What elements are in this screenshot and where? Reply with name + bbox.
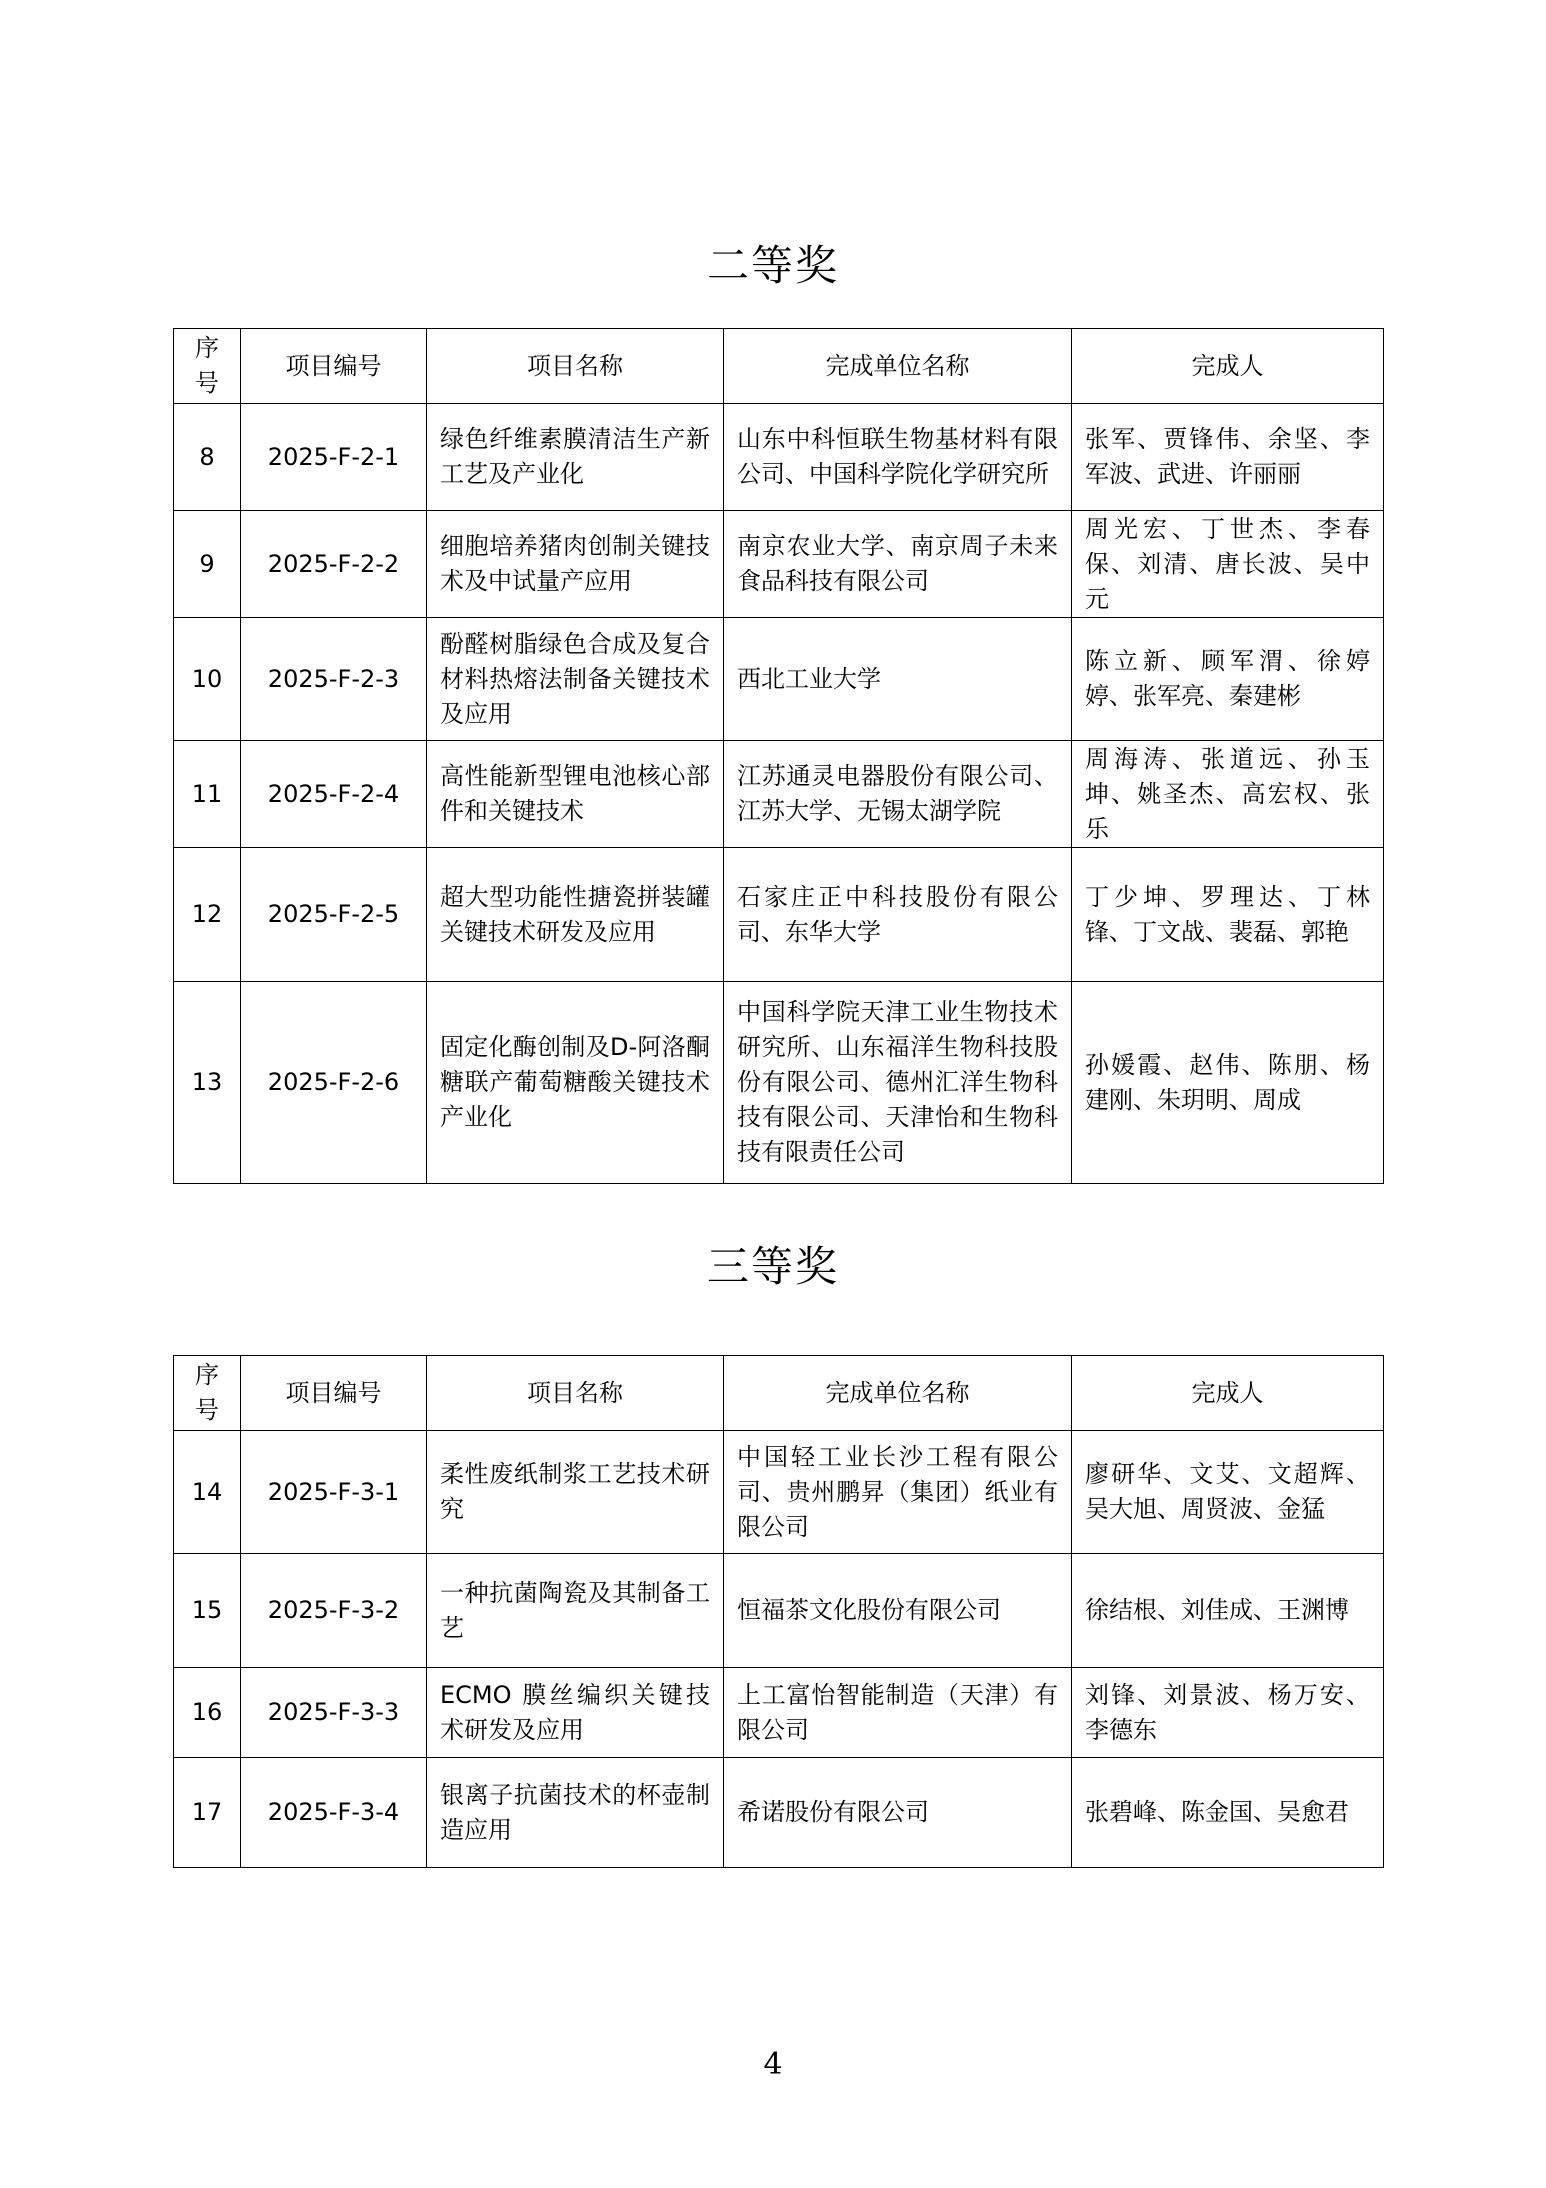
table-header-row — [174, 329, 1384, 404]
people-cell: 廖研华、文艾、文超辉、吴大旭、周贤波、金猛 — [1072, 1431, 1384, 1554]
header-project-name: 项目名称 — [427, 1356, 724, 1431]
code-cell: 2025-F-2-4 — [241, 741, 427, 848]
table-row — [174, 1758, 1384, 1868]
unit-cell: 中国科学院天津工业生物技术研究所、山东福洋生物科技股份有限公司、德州汇洋生物科技有限公司、天津怡和生物科技有限责任公司 — [724, 982, 1072, 1184]
project-name-cell: 细胞培养猪肉创制关键技术及中试量产应用 — [427, 511, 724, 618]
people-cell: 周光宏、丁世杰、李春保、刘清、唐长波、吴中元 — [1072, 511, 1384, 618]
code-cell: 2025-F-2-1 — [241, 404, 427, 511]
unit-cell: 恒福茶文化股份有限公司 — [724, 1554, 1072, 1668]
seq-cell: 16 — [174, 1668, 241, 1758]
code-cell: 2025-F-3-2 — [241, 1554, 427, 1668]
people-cell: 张军、贾锋伟、余坚、李军波、武进、许丽丽 — [1072, 404, 1384, 511]
seq-cell: 17 — [174, 1758, 241, 1868]
code-cell: 2025-F-2-2 — [241, 511, 427, 618]
table-row — [174, 982, 1384, 1184]
unit-cell: 山东中科恒联生物基材料有限公司、中国科学院化学研究所 — [724, 404, 1072, 511]
table-row — [174, 511, 1384, 618]
people-cell: 张碧峰、陈金国、吴愈君 — [1072, 1758, 1384, 1868]
unit-cell: 江苏通灵电器股份有限公司、江苏大学、无锡太湖学院 — [724, 741, 1072, 848]
table-row — [174, 741, 1384, 848]
people-cell: 丁少坤、罗理达、丁林锋、丁文战、裴磊、郭艳 — [1072, 848, 1384, 982]
code-cell: 2025-F-3-3 — [241, 1668, 427, 1758]
people-cell: 刘锋、刘景波、杨万安、李德东 — [1072, 1668, 1384, 1758]
code-cell: 2025-F-2-3 — [241, 618, 427, 741]
people-cell: 周海涛、张道远、孙玉坤、姚圣杰、高宏权、张乐 — [1072, 741, 1384, 848]
seq-cell: 15 — [174, 1554, 241, 1668]
project-name-cell: 绿色纤维素膜清洁生产新工艺及产业化 — [427, 404, 724, 511]
project-name-cell: 超大型功能性搪瓷拼装罐关键技术研发及应用 — [427, 848, 724, 982]
header-seq: 序号 — [174, 329, 241, 404]
unit-cell: 石家庄正中科技股份有限公司、东华大学 — [724, 848, 1072, 982]
project-name-cell: 固定化酶创制及D-阿洛酮糖联产葡萄糖酸关键技术产业化 — [427, 982, 724, 1184]
header-code: 项目编号 — [241, 329, 427, 404]
third-prize-table — [173, 1355, 1384, 1868]
code-cell: 2025-F-2-5 — [241, 848, 427, 982]
third-prize-heading: 三等奖 — [706, 1242, 839, 1291]
second-prize-table — [173, 328, 1384, 1184]
seq-cell: 12 — [174, 848, 241, 982]
header-people: 完成人 — [1072, 329, 1384, 404]
seq-cell: 8 — [174, 404, 241, 511]
seq-cell: 10 — [174, 618, 241, 741]
project-name-cell: 一种抗菌陶瓷及其制备工艺 — [427, 1554, 724, 1668]
header-seq: 序号 — [174, 1356, 241, 1431]
table-row — [174, 1554, 1384, 1668]
code-cell: 2025-F-2-6 — [241, 982, 427, 1184]
table-row — [174, 1668, 1384, 1758]
header-project-name: 项目名称 — [427, 329, 724, 404]
people-cell: 孙媛霞、赵伟、陈朋、杨建刚、朱玥明、周成 — [1072, 982, 1384, 1184]
unit-cell: 上工富怡智能制造（天津）有限公司 — [724, 1668, 1072, 1758]
unit-cell: 中国轻工业长沙工程有限公司、贵州鹏昇（集团）纸业有限公司 — [724, 1431, 1072, 1554]
header-code: 项目编号 — [241, 1356, 427, 1431]
seq-cell: 13 — [174, 982, 241, 1184]
project-name-cell: 酚醛树脂绿色合成及复合材料热熔法制备关键技术及应用 — [427, 618, 724, 741]
seq-cell: 14 — [174, 1431, 241, 1554]
project-name-cell: ECMO 膜丝编织关键技术研发及应用 — [427, 1668, 724, 1758]
people-cell: 陈立新、顾军渭、徐婷婷、张军亮、秦建彬 — [1072, 618, 1384, 741]
code-cell: 2025-F-3-1 — [241, 1431, 427, 1554]
header-people: 完成人 — [1072, 1356, 1384, 1431]
header-unit: 完成单位名称 — [724, 1356, 1072, 1431]
table-header-row — [174, 1356, 1384, 1431]
project-name-cell: 银离子抗菌技术的杯壶制造应用 — [427, 1758, 724, 1868]
unit-cell: 南京农业大学、南京周子未来食品科技有限公司 — [724, 511, 1072, 618]
unit-cell: 希诺股份有限公司 — [724, 1758, 1072, 1868]
seq-cell: 9 — [174, 511, 241, 618]
seq-cell: 11 — [174, 741, 241, 848]
unit-cell: 西北工业大学 — [724, 618, 1072, 741]
second-prize-heading: 二等奖 — [706, 241, 839, 290]
code-cell: 2025-F-3-4 — [241, 1758, 427, 1868]
table-row — [174, 848, 1384, 982]
table-row — [174, 404, 1384, 511]
project-name-cell: 高性能新型锂电池核心部件和关键技术 — [427, 741, 724, 848]
project-name-cell: 柔性废纸制浆工艺技术研究 — [427, 1431, 724, 1554]
people-cell: 徐结根、刘佳成、王渊博 — [1072, 1554, 1384, 1668]
page-number: 4 — [763, 2047, 783, 2082]
table-row — [174, 1431, 1384, 1554]
header-unit: 完成单位名称 — [724, 329, 1072, 404]
table-row — [174, 618, 1384, 741]
